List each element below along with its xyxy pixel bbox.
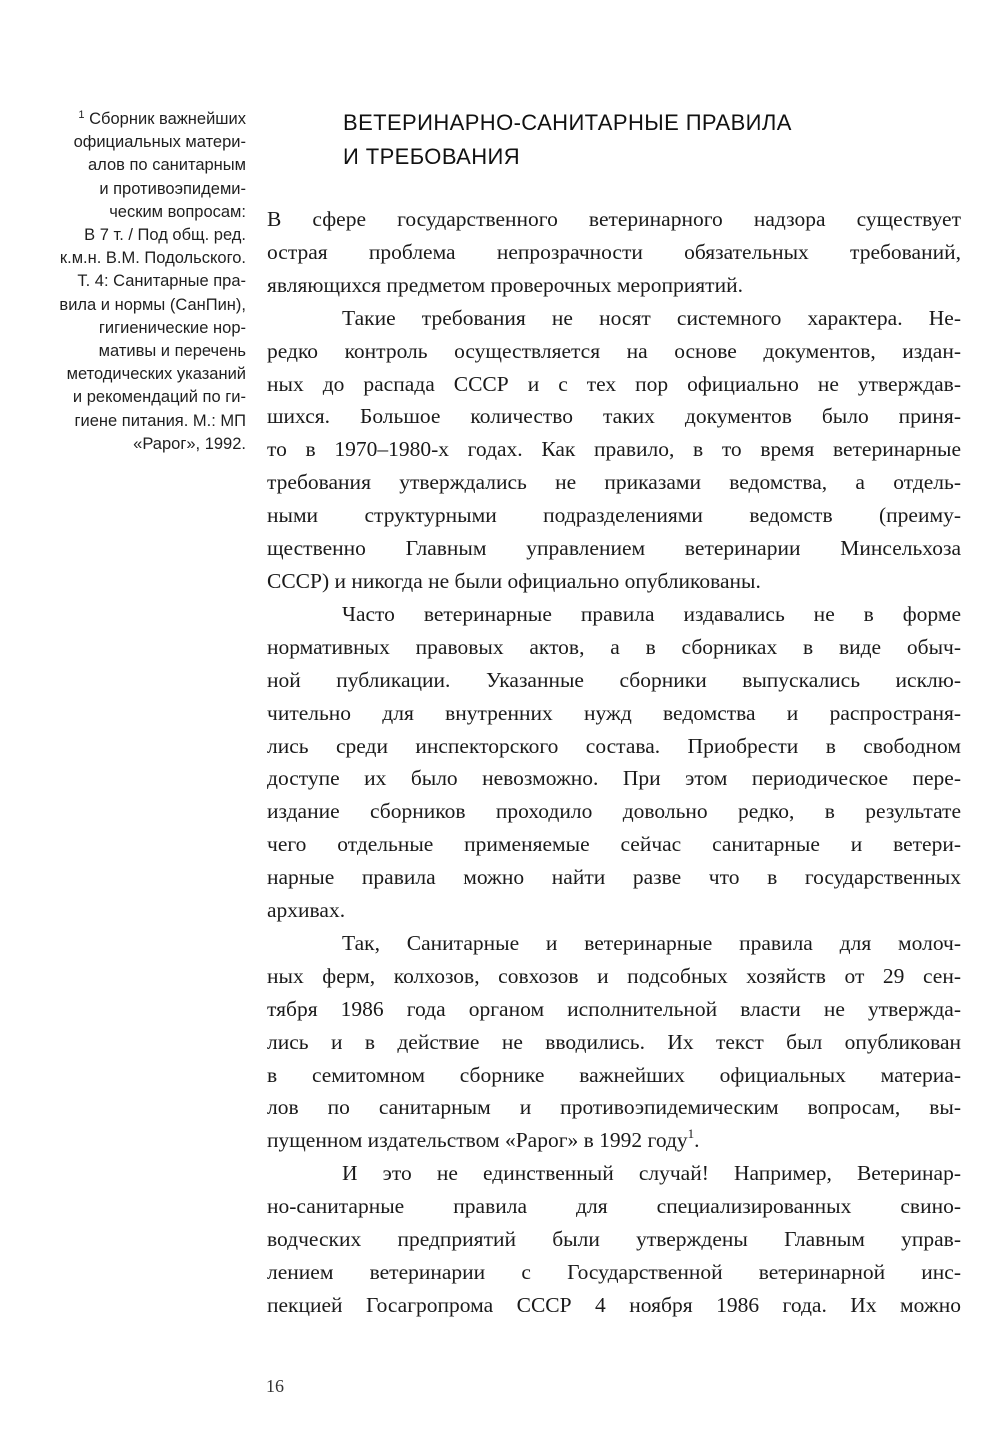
footnote-line: вила и нормы (СанПин), [59,295,246,314]
footnote-line: Т. 4: Санитарные пра- [77,272,246,291]
text-line: шихся. Большое количество таких документов было приня- [267,404,961,429]
paragraph-5 [267,1157,961,1322]
footnote-line: мативы и перечень [98,342,246,361]
text-line: доступе их было невозможно. При этом периодическое пере- [267,766,961,791]
footnote-line: и противоэпидеми- [99,179,246,198]
text-line: архивах. [267,898,346,923]
text-line: пекцией Госагропрома СССР 4 ноября 1986 года. Их можно [267,1292,961,1317]
text-line: требования утверждались не приказами ведомства, а отдель- [267,470,961,495]
text-line: Так, Санитарные и ветеринарные правила для молоч- [342,930,961,955]
text-line: ной публикации. Указанные сборники выпускались исклю- [267,667,961,692]
footnote-line: к.м.н. В.М. Подольского. [59,249,246,268]
text-line: И это не единственный случай! Например, Ветеринар- [342,1161,961,1186]
paragraph-2 [267,302,961,598]
footnote-line: официальных матери- [73,133,246,152]
section-heading-line-2: И ТРЕБОВАНИЯ [343,144,521,169]
text-line: ных ферм, колхозов, совхозов и подсобных хозяйств от 29 сен- [267,963,961,988]
text-line: СССР) и никогда не были официально опубликованы. [267,568,761,593]
text-line: тября 1986 года органом исполнительной власти не утвержда- [267,996,961,1021]
text-line: но-санитарные правила для специализированных свино- [267,1194,961,1219]
text-line: щественно Главным управлением ветеринарии Минсельхоза [267,536,961,561]
text-line: чительно для внутренних нужд ведомства и распространя- [267,700,961,725]
footnote-line: В 7 т. / Под общ. ред. [84,226,246,245]
text-line: В сфере государственного ветеринарного надзора существует [267,207,961,231]
footnote-line: и рекомендаций по ги- [72,388,246,407]
footnote-line: гигиенические нор- [98,318,246,337]
page-number: 16 [266,1376,284,1396]
footnote-line: $^1$ Сборник важнейших [78,109,246,128]
text-line: в семитомном сборнике важнейших официальных материа- [267,1062,961,1087]
text-line: Такие требования не носят системного характера. Не- [342,305,961,330]
footnote-margin [14,108,246,456]
body-text [267,203,961,1322]
text-line: лись и в действие не вводились. Их текст был опубликован [267,1029,961,1054]
footnote-line: методических указаний [66,365,246,384]
paragraph-3 [267,598,961,927]
text-line: нарные правила можно найти разве что в государственных [267,865,961,890]
text-line: то в 1970–1980-х годах. Как правило, в то время ветеринарные [267,437,961,462]
text-line: острая проблема непрозрачности обязательных требований, [267,239,961,264]
text-line: водческих предприятий были утверждены Главным управ- [267,1227,961,1252]
footnote-reference: 1 [687,1126,695,1142]
text-line: лением ветеринарии с Государственной ветеринарной инс- [267,1260,961,1284]
paragraph-1 [267,203,961,302]
paragraph-4 [267,927,961,1157]
footnote-marker: 1 [78,109,85,121]
text-line: являющихся предметом проверочных мероприятий. [267,272,743,297]
text-line: чего отдельные применяемые сейчас санитарные и ветери- [267,832,961,857]
text-line: пущенном издательством «Рарог» в 1992 году$^1$. [267,1126,700,1153]
text-line: редко контроль осуществляется на основе документов, издан- [267,338,961,363]
text-line: ных до распада СССР и с тех пор официально не утверждав- [267,371,961,396]
text-line: нормативных правовых актов, а в сборниках в виде обыч- [267,634,961,659]
text-line: Часто ветеринарные правила издавались не в форме [342,601,961,626]
footnote-line: ческим вопросам: [109,202,246,221]
section-heading-line-1: ВЕТЕРИНАРНО-САНИТАРНЫЕ ПРАВИЛА [343,110,792,135]
text-line: лов по санитарным и противоэпидемическим вопросам, вы- [267,1095,961,1120]
footnote-line: алов по санитарным [87,156,246,175]
text-line: лись среди инспекторского состава. Приобрести в свободном [267,733,961,758]
section-heading [343,106,903,174]
footnote-line: «Рарог», 1992. [133,434,246,453]
text-line: издание сборников проходило довольно редко, в результате [267,799,961,824]
footnote-line: гиене питания. М.: МП [74,411,246,430]
text-line: ными структурными подразделениями ведомств (преиму- [267,503,961,528]
